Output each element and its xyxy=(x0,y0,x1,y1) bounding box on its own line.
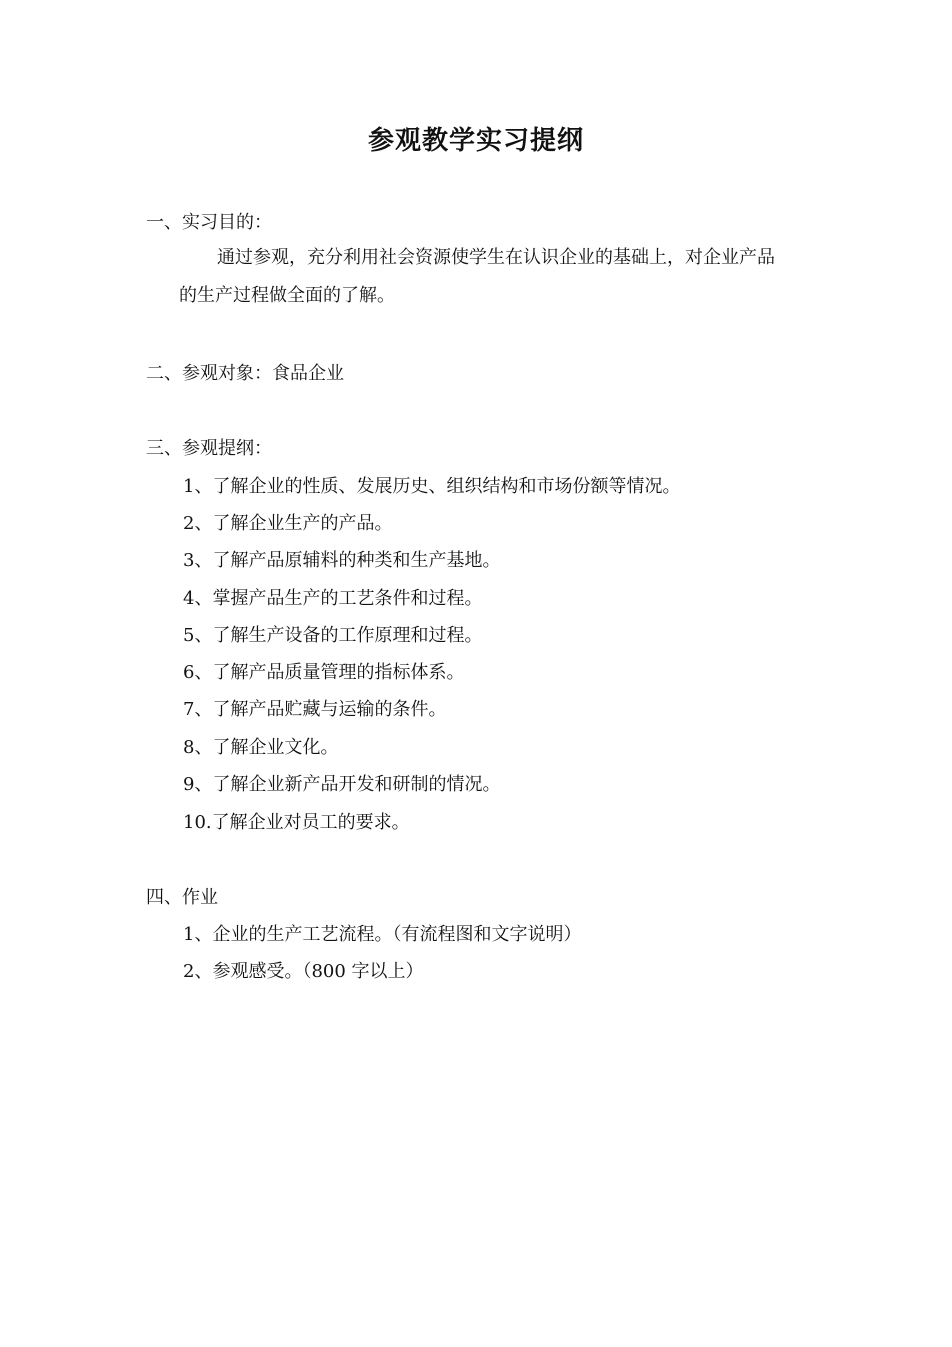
section-target-heading: 二、参观对象：食品企业 xyxy=(146,363,344,384)
purpose-line-2: 的生产过程做全面的了解。 xyxy=(179,285,395,306)
outline-item: 9、了解企业新产品开发和研制的情况。 xyxy=(183,774,501,795)
purpose-line-1: 通过参观，充分利用社会资源使学生在认识企业的基础上，对企业产品 xyxy=(217,247,775,268)
document-title: 参观教学实习提纲 xyxy=(367,126,584,156)
homework-item: 1、企业的生产工艺流程。（有流程图和文字说明） xyxy=(183,924,582,945)
section-outline-heading: 三、参观提纲： xyxy=(146,438,272,459)
outline-item: 5、了解生产设备的工作原理和过程。 xyxy=(183,625,483,646)
section-purpose-heading: 一、实习目的： xyxy=(146,212,272,233)
outline-item: 8、了解企业文化。 xyxy=(183,737,339,758)
section-homework-heading: 四、作业 xyxy=(146,887,218,908)
outline-item: 3、了解产品原辅料的种类和生产基地。 xyxy=(183,550,501,571)
outline-item: 4、掌握产品生产的工艺条件和过程。 xyxy=(183,588,483,609)
section-purpose-paragraph xyxy=(179,239,775,315)
homework-item: 2、参观感受。（800 字以上） xyxy=(183,961,424,982)
outline-item: 1、了解企业的性质、发展历史、组织结构和市场份额等情况。 xyxy=(183,476,681,497)
outline-item: 2、了解企业生产的产品。 xyxy=(183,513,393,534)
outline-item: 6、了解产品质量管理的指标体系。 xyxy=(183,662,465,683)
outline-item: 7、了解产品贮藏与运输的条件。 xyxy=(183,699,447,720)
outline-item: 10.了解企业对员工的要求。 xyxy=(183,812,410,833)
